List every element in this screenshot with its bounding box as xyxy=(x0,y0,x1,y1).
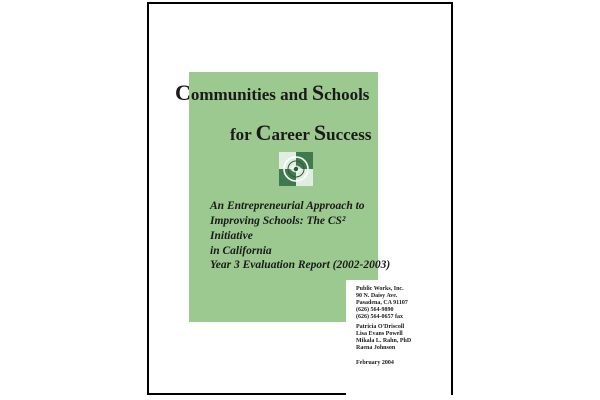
title-initial-s2: S xyxy=(313,120,327,145)
title-line-2 xyxy=(230,122,371,144)
organization-phone: (626) 564-9890 xyxy=(356,307,394,313)
organization-fax: (626) 564-0657 fax xyxy=(356,314,403,320)
title-initial-c: C xyxy=(175,80,191,105)
author-name: Patricia O'Driscoll xyxy=(356,324,405,330)
title-word-uccess: uccess xyxy=(326,125,372,144)
author-name: Mikala L. Rahn, PhD xyxy=(356,338,412,344)
subtitle-line-2: Improving Schools: The CS² Initiative xyxy=(210,215,346,242)
organization-street: 90 N. Daisy Ave. xyxy=(356,293,398,299)
title-word-chools: chools xyxy=(324,85,370,104)
report-title: Year 3 Evaluation Report (2002-2003) xyxy=(210,259,391,271)
organization-city: Pasadena, CA 91107 xyxy=(356,300,408,306)
author-list xyxy=(356,324,411,352)
organization-address xyxy=(356,286,408,321)
title-line-1 xyxy=(175,82,369,104)
title-word-ommunities: ommunities and xyxy=(190,85,312,104)
title-initial-c2: C xyxy=(255,120,272,145)
publication-date: February 2004 xyxy=(356,360,394,366)
title-word-areer: areer xyxy=(271,125,314,144)
title-initial-s: S xyxy=(311,80,325,105)
cs2-seal-icon xyxy=(279,152,313,186)
subtitle-line-1: An Entrepreneurial Approach to xyxy=(210,200,365,212)
author-name: Raena Johnson xyxy=(356,345,396,351)
subtitle-line-3: in California xyxy=(210,245,272,257)
organization-name: Public Works, Inc. xyxy=(356,286,404,292)
report-subtitle xyxy=(210,199,375,259)
author-name: Lisa Evans Powell xyxy=(356,331,403,337)
title-word-for: for xyxy=(230,125,256,144)
document-cover-page xyxy=(147,2,453,395)
